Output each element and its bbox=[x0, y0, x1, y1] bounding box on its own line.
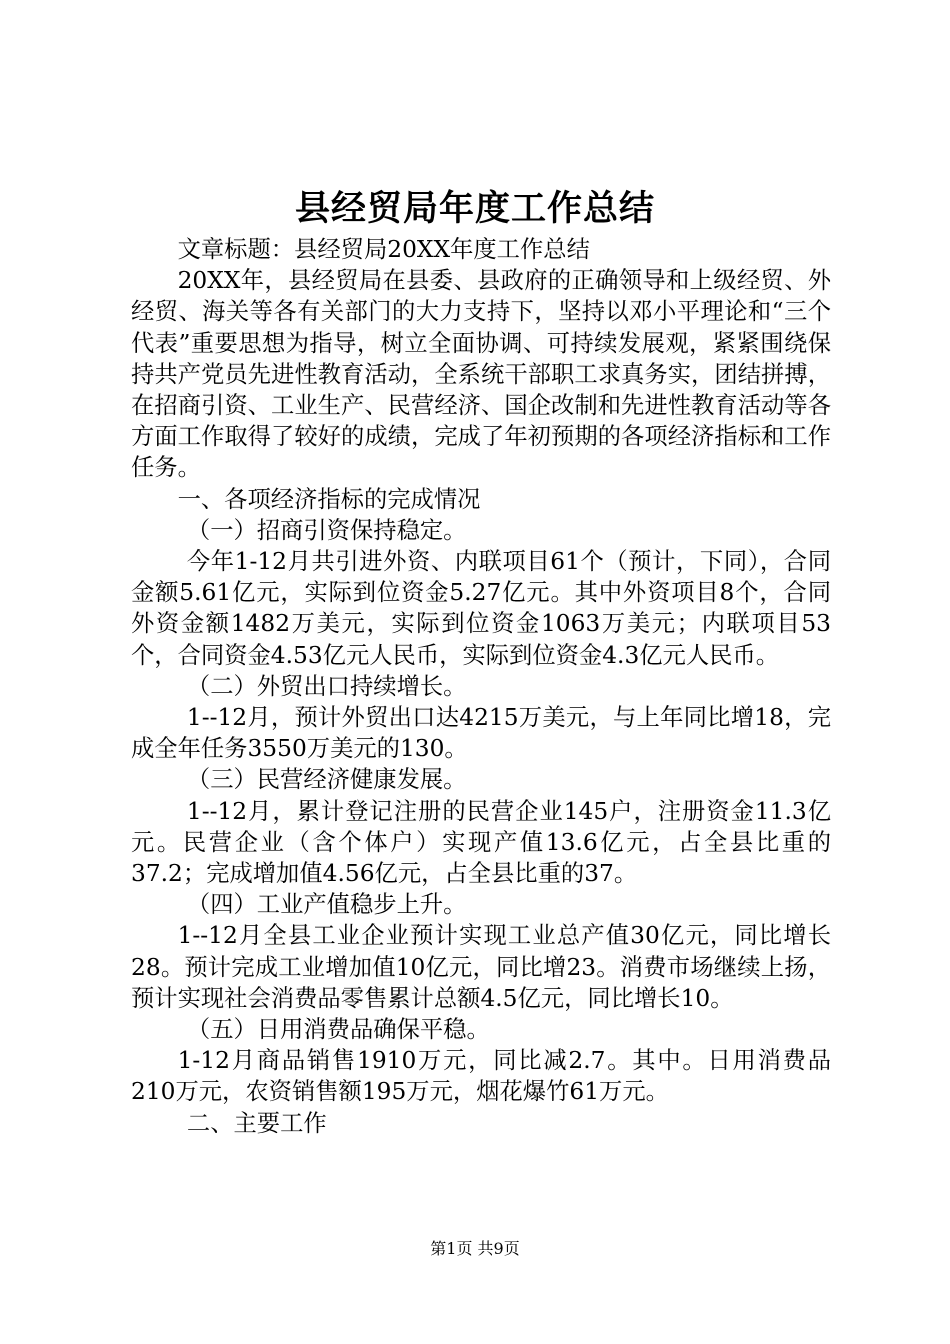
subheading-investment: （一）招商引资保持稳定。 bbox=[186, 516, 467, 544]
paragraph-consumer-goods: 1-12月商品销售1910万元，同比减2.7。其中。日用消费品210万元，农资销售额195万元，烟花爆竹61万元。 bbox=[131, 1047, 831, 1106]
paragraph-export: 1--12月，预计外贸出口达4215万美元，与上年同比增18，完成全年任务3550万美元的130。 bbox=[131, 704, 831, 763]
section-heading-1: 一、各项经济指标的完成情况 bbox=[177, 485, 481, 513]
article-title-line: 文章标题：县经贸局20XX年度工作总结 bbox=[177, 236, 590, 263]
subheading-private-economy: （三）民营经济健康发展。 bbox=[186, 766, 467, 794]
document-title: 县经贸局年度工作总结 bbox=[294, 188, 655, 229]
document-body bbox=[131, 234, 831, 1139]
subheading-consumer-goods: （五）日用消费品确保平稳。 bbox=[186, 1016, 490, 1044]
page-footer: 第1页 共9页 bbox=[430, 1239, 520, 1258]
paragraph-investment: 今年1-12月共引进外资、内联项目61个（预计，下同），合同金额5.61亿元，实际到位资金5.27亿元。其中外资项目8个，合同外资金额1482万美元，实际到位资金1063万美元；内联项目53个，合同资金4.53亿元人民币，实际到位资金4.3亿元人民币。 bbox=[131, 548, 831, 669]
paragraph-private-economy: 1--12月，累计登记注册的民营企业145户，注册资金11.3亿元。民营企业（含个体户）实现产值13.6亿元，占全县比重的37.2；完成增加值4.56亿元，占全县比重的37。 bbox=[131, 797, 831, 888]
section-heading-2: 二、主要工作 bbox=[186, 1109, 327, 1137]
subheading-export: （二）外贸出口持续增长。 bbox=[186, 672, 467, 700]
subheading-industry: （四）工业产值稳步上升。 bbox=[186, 891, 467, 919]
intro-paragraph: 20XX年，县经贸局在县委、县政府的正确领导和上级经贸、外经贸、海关等各有关部门的大力支持下，坚持以邓小平理论和“三个代表”重要思想为指导，树立全面协调、可持续发展观，紧紧围绕保持共产党员先进性教育活动，全系统干部职工求真务实，团结拼搏，在招商引资、工业生产、民营经济、国企改制和先进性教育活动等各方面工作取得了较好的成绩，完成了年初预期的各项经济指标和工作任务。 bbox=[131, 267, 831, 482]
paragraph-industry: 1--12月全县工业企业预计实现工业总产值30亿元，同比增长28。预计完成工业增加值10亿元，同比增23。消费市场继续上扬，预计实现社会消费品零售累计总额4.5亿元，同比增长10。 bbox=[131, 922, 831, 1012]
